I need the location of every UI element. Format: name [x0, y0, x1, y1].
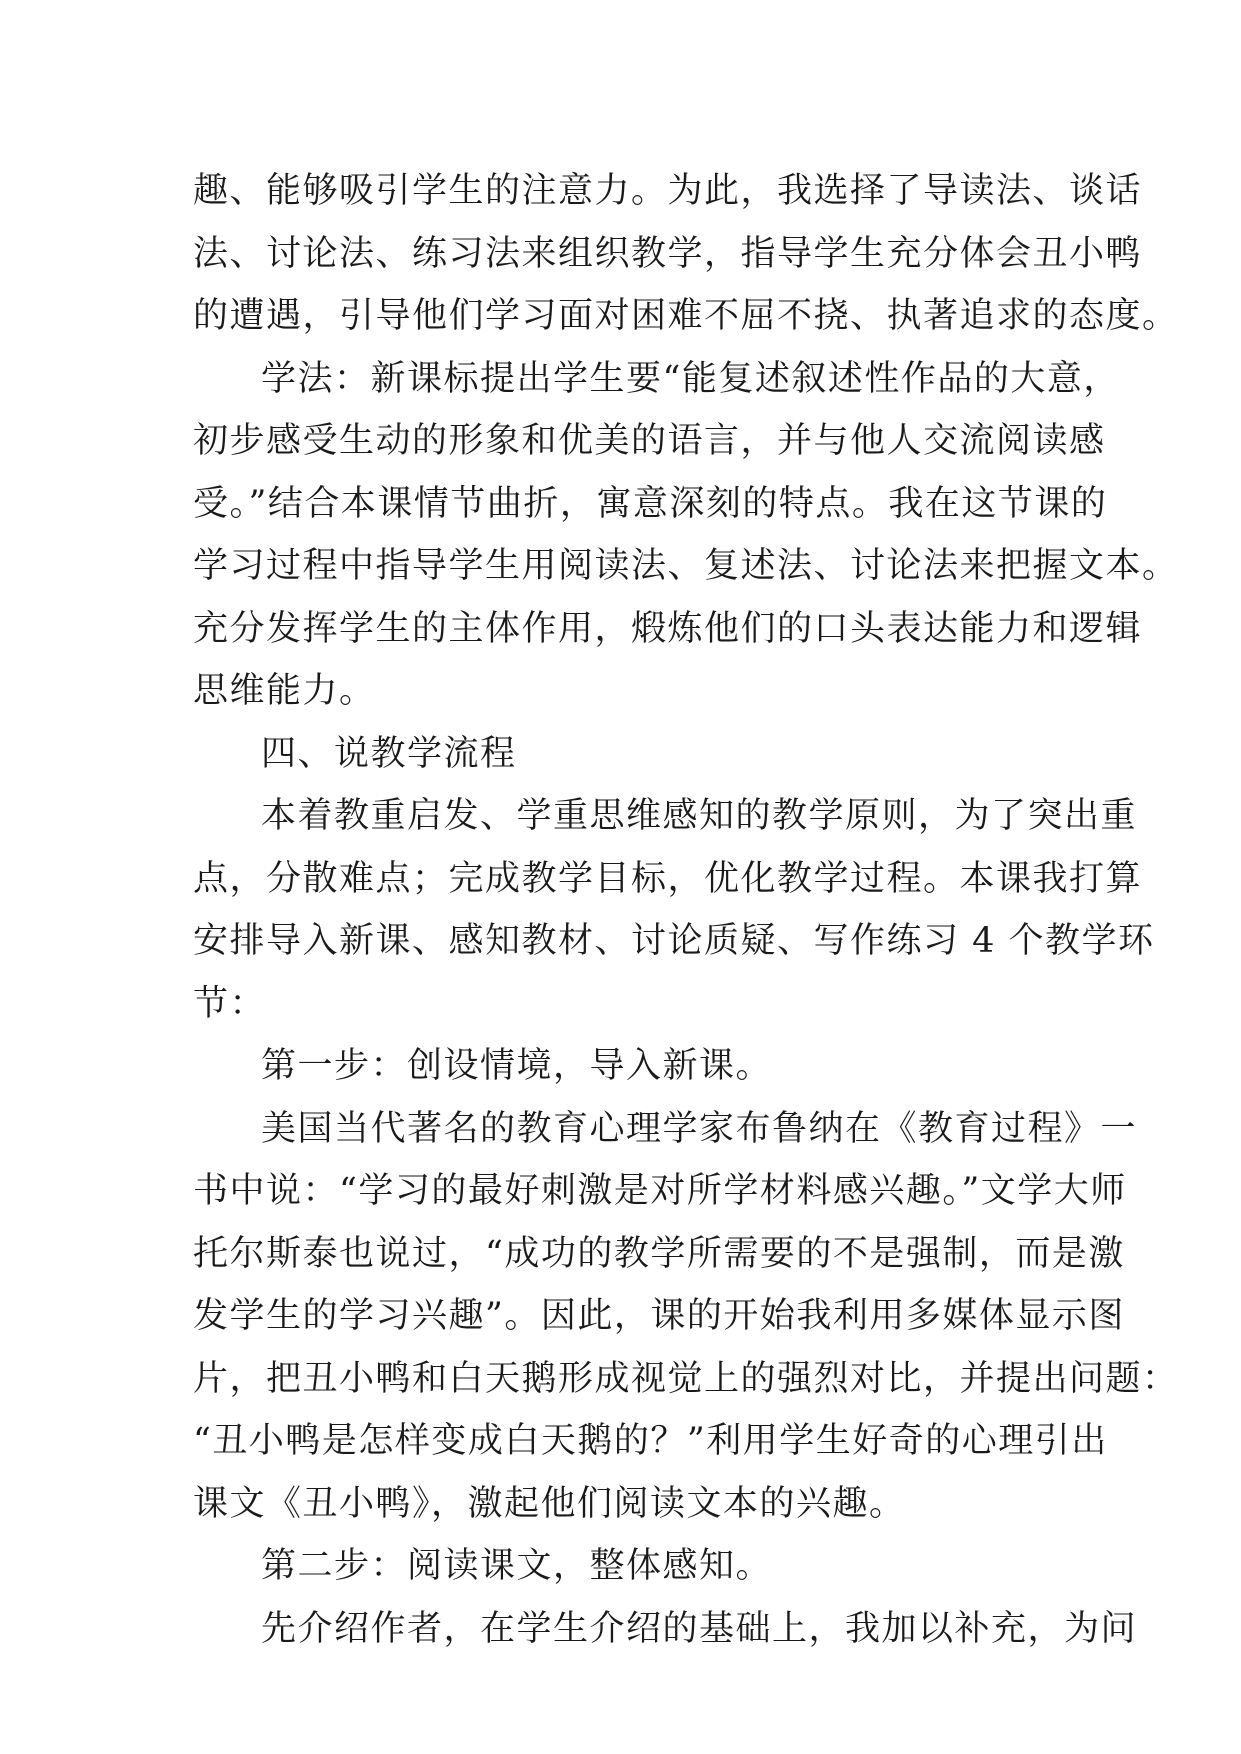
text-line: 的遭遇，引导他们学习面对困难不屈不挠、执著追求的态度。 — [193, 296, 1179, 336]
text-line: 课文《丑小鸭》，激起他们阅读文本的兴趣。 — [193, 1483, 906, 1524]
paragraph-start-line: 美国当代著名的教育心理学家布鲁纳在《教育过程》一 — [261, 1108, 1138, 1149]
text-line: 片，把丑小鸭和白天鹅形成视觉上的强烈对比，并提出问题： — [193, 1358, 1179, 1399]
paragraph-start-line: 先介绍作者，在学生介绍的基础上，我加以补充，为问 — [261, 1608, 1138, 1649]
step-heading: 第一步：创设情境，导入新课。 — [261, 1046, 773, 1086]
text-line: 托尔斯泰也说过，“成功的教学所需要的不是强制，而是激 — [193, 1233, 1125, 1274]
step-heading: 第二步：阅读课文，整体感知。 — [261, 1546, 773, 1586]
text-line: 充分发挥学生的主体作用，煅炼他们的口头表达能力和逻辑 — [193, 608, 1143, 649]
text-line: 安排导入新课、感知教材、讨论质疑、写作练习 4 个教学环 — [193, 921, 1155, 961]
text-line: 节： — [193, 983, 267, 1024]
text-line: “丑小鸭是怎样变成白天鹅的？”利用学生好奇的心理引出 — [193, 1421, 1108, 1461]
text-line: 点，分散难点；完成教学目标，优化教学过程。本课我打算 — [193, 858, 1143, 899]
text-line: 趣、能够吸引学生的注意力。为此，我选择了导读法、谈话 — [193, 171, 1143, 211]
text-line: 学习过程中指导学生用阅读法、复述法、讨论法来把握文本。 — [193, 546, 1179, 586]
text-line: 发学生的学习兴趣”。因此，课的开始我利用多媒体显示图 — [193, 1296, 1125, 1336]
text-line: 思维能力。 — [193, 671, 376, 711]
text-line: 法、讨论法、练习法来组织教学，指导学生充分体会丑小鸭 — [193, 233, 1143, 274]
document-body — [193, 160, 1179, 1660]
paragraph-start-line: 学法：新课标提出学生要“能复述叙述性作品的大意， — [261, 358, 1120, 399]
text-line: 书中说：“学习的最好刺激是对所学材料感兴趣。”文学大师 — [193, 1171, 1127, 1211]
text-line: 初步感受生动的形象和优美的语言，并与他人交流阅读感 — [193, 421, 1106, 461]
section-heading: 四、说教学流程 — [261, 733, 517, 774]
text-line: 受。”结合本课情节曲折，寓意深刻的特点。我在这节课的 — [193, 483, 1108, 524]
paragraph-start-line: 本着教重启发、学重思维感知的教学原则，为了突出重 — [261, 796, 1138, 836]
